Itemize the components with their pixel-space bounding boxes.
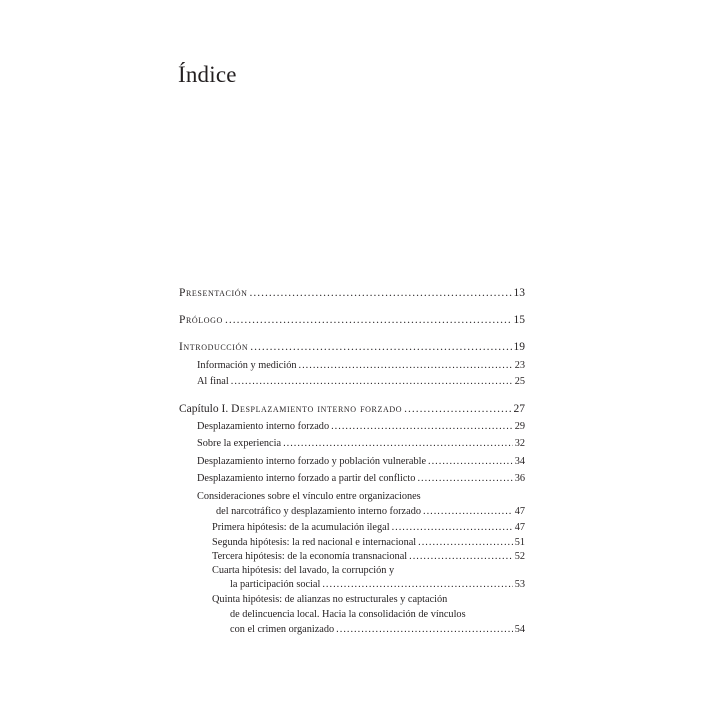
toc-entry-hipotesis-5-line2: de delincuencia local. Hacia la consolidación de vínculos — [230, 609, 466, 620]
toc-entry-poblacion[interactable] — [197, 456, 525, 467]
toc-label: Desplazamiento interno forzado — [197, 421, 330, 432]
leader-dots — [418, 537, 513, 548]
toc-entry-informacion[interactable] — [197, 360, 525, 371]
leader-dots — [299, 360, 513, 371]
toc-entry-desplazamiento[interactable] — [197, 421, 525, 432]
toc-page-number: 36 — [514, 473, 525, 484]
toc-label: Desplazamiento interno forzado y población vulnerable — [197, 456, 427, 467]
toc-entry-hipotesis-4-line1: Cuarta hipótesis: del lavado, la corrupción y — [212, 565, 395, 576]
toc-entry-hipotesis-1[interactable] — [212, 522, 525, 533]
toc-entry-prologo[interactable] — [179, 314, 525, 326]
toc-page-number: 29 — [514, 421, 525, 432]
toc-page-number: 53 — [514, 579, 525, 590]
toc-page-number: 19 — [513, 341, 525, 353]
toc-page-number: 25 — [514, 376, 525, 387]
leader-dots — [250, 287, 512, 299]
toc-entry-hipotesis-5-line1: Quinta hipótesis: de alianzas no estructurales y captación — [212, 594, 448, 605]
toc-page-number: 34 — [514, 456, 525, 467]
leader-dots — [336, 624, 513, 635]
toc-entry-introduccion[interactable] — [179, 341, 525, 353]
leader-dots — [331, 421, 513, 432]
toc-entry-hipotesis-5[interactable] — [230, 624, 525, 635]
leader-dots — [283, 438, 513, 449]
toc-entry-consideraciones[interactable] — [216, 506, 525, 517]
toc-label: Desplazamiento interno forzado a partir del conflicto — [197, 473, 416, 484]
leader-dots — [428, 456, 513, 467]
leader-dots — [409, 551, 513, 562]
chapter-number: Capítulo I. — [179, 403, 229, 415]
toc-label: Presentación — [179, 287, 248, 299]
toc-page-number: 51 — [514, 537, 525, 548]
toc-entry-capitulo-1[interactable] — [179, 403, 525, 415]
toc-label: Introducción — [179, 341, 249, 353]
toc-label: con el crimen organizado — [230, 624, 335, 635]
toc-label: Primera hipótesis: de la acumulación ilegal — [212, 522, 390, 533]
toc-entry-hipotesis-4[interactable] — [230, 579, 525, 590]
leader-dots — [225, 314, 512, 326]
toc-entry-al-final[interactable] — [197, 376, 525, 387]
page-title: Índice — [178, 62, 237, 87]
toc-label: Segunda hipótesis: la red nacional e internacional — [212, 537, 417, 548]
toc-label: Información y medición — [197, 360, 297, 371]
toc-label: Al final — [197, 376, 229, 387]
toc-page-number: 47 — [514, 522, 525, 533]
toc-page-number: 47 — [514, 506, 525, 517]
toc-entry-hipotesis-2[interactable] — [212, 537, 525, 548]
toc-page-number: 52 — [514, 551, 525, 562]
toc-entry-consideraciones-line1: Consideraciones sobre el vínculo entre organizaciones — [197, 491, 421, 502]
leader-dots — [250, 341, 511, 353]
toc-page-number: 27 — [513, 403, 525, 415]
leader-dots — [423, 506, 513, 517]
toc-label: Sobre la experiencia — [197, 438, 282, 449]
toc-label: Tercera hipótesis: de la economía transnacional — [212, 551, 408, 562]
toc-label — [179, 403, 402, 415]
toc-page-number: 15 — [513, 314, 525, 326]
toc-page-number: 13 — [513, 287, 525, 299]
leader-dots — [417, 473, 512, 484]
leader-dots — [231, 376, 513, 387]
toc-label: del narcotráfico y desplazamiento interno forzado — [216, 506, 421, 517]
toc-label: la participación social — [230, 579, 321, 590]
toc-entry-conflicto[interactable] — [197, 473, 525, 484]
toc-entry-hipotesis-3[interactable] — [212, 551, 525, 562]
toc-entry-presentacion[interactable] — [179, 287, 525, 299]
toc-page-number: 54 — [514, 624, 525, 635]
leader-dots — [404, 403, 511, 415]
toc-page-number: 23 — [514, 360, 525, 371]
leader-dots — [392, 522, 513, 533]
leader-dots — [322, 579, 512, 590]
toc-label: Prólogo — [179, 314, 223, 326]
chapter-title: Desplazamiento interno forzado — [231, 403, 403, 415]
toc-entry-experiencia[interactable] — [197, 438, 525, 449]
toc-page-number: 32 — [514, 438, 525, 449]
